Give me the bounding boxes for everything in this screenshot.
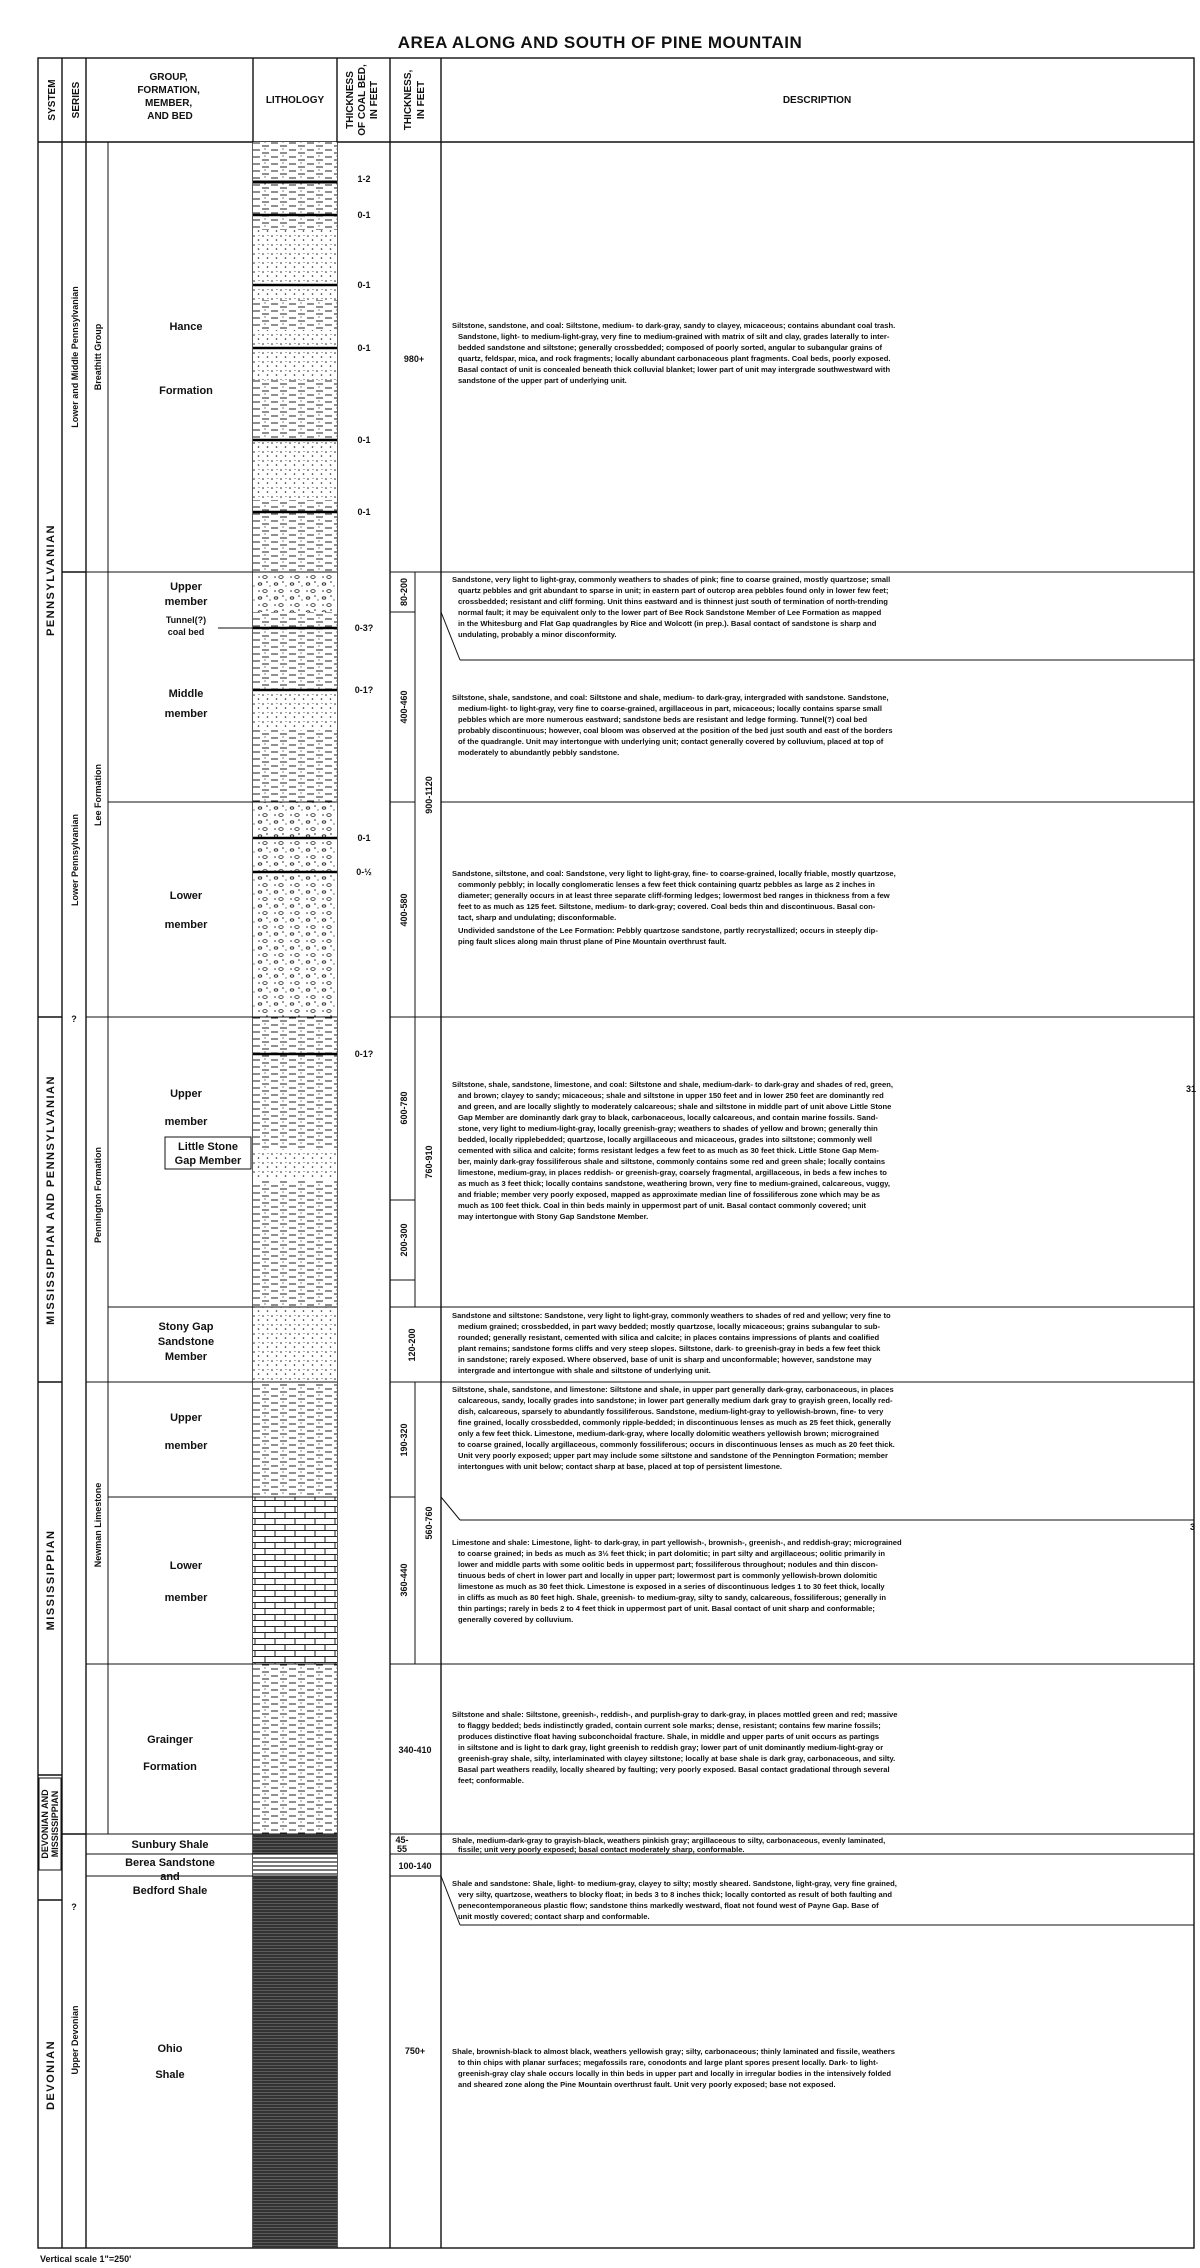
svg-text:rounded; generally resistant,: rounded; generally resistant, cemented with silica and calcite; in places contains impressions of plants and coalified: [458, 1333, 880, 1342]
svg-text:calcareous, sandy, locally gra: calcareous, sandy, locally grades into sandstone; in lower part generally medium dark gray to grayish green, locally red-: [458, 1396, 893, 1405]
svg-text:Formation: Formation: [143, 1761, 197, 1773]
svg-text:400-580: 400-580: [399, 893, 409, 927]
svg-text:Unit very poorly exposed; uppe: Unit very poorly exposed; upper part may include some siltstone and sandstone of the Pennington Formation; member: [458, 1451, 888, 1460]
header-series: SERIES: [71, 81, 82, 119]
svg-text:Berea Sandstone: Berea Sandstone: [125, 1857, 215, 1869]
header-system: SYSTEM: [47, 79, 58, 121]
svg-text:bedded, locally ripplebedded;: bedded, locally ripplebedded; quartzose, locally argillaceous and micaceous, grades into siltstone; commonly well: [458, 1135, 872, 1144]
svg-text:commonly pebbly; in locally co: commonly pebbly; in locally conglomeratic lenses a few feet thick containing quartz pebbles as large as 2 inches in: [458, 880, 875, 889]
unit-tunnel-coal: [166, 615, 253, 637]
thickness-values: [390, 354, 441, 2056]
svg-text:probably discontinuous; howeve: probably discontinuous; however, coal bloom was observed at the position of the bed just south and east of the borders: [458, 726, 893, 735]
svg-text:Siltstone, shale, sandstone, l: Siltstone, shale, sandstone, limestone, and coal: Siltstone and shale, medium-dark- to dark-gray and shades of red, green,: [452, 1080, 893, 1089]
svg-text:DEVONIAN AND: DEVONIAN AND: [40, 1789, 50, 1859]
svg-text:greenish-gray clay shale occur: greenish-gray clay shale occurs locally in thin beds in upper part and locally in irregular bodies in the intensively folded: [458, 2069, 891, 2078]
description-stony-gap: [452, 1311, 891, 1375]
svg-text:0-1?: 0-1?: [354, 1049, 374, 1059]
svg-text:much as 100 feet thick. Coal i: much as 100 feet thick. Coal in thin beds mainly in uppermost part of unit. Basal contact commonly covered; unit: [458, 1201, 867, 1210]
svg-text:fine grained, locally crossbed: fine grained, locally crossbedded, commonly ripple-bedded; in discontinuous lenses as much as 25 feet thick, generally: [458, 1418, 891, 1427]
svg-text:pebbles which are more numerou: pebbles which are more numerous eastward; sandstone beds are resistant and ledge forming. Tunnel(?) coal bed: [458, 715, 868, 724]
svg-text:Basal contact of unit is conce: Basal contact of unit is concealed beneath thick colluvial blanket; lower part of unit may intergrade southwestward with: [458, 365, 891, 374]
svg-text:and brown; clayey to sandy; mi: and brown; clayey to sandy; micaceous; shale and siltstone in upper 150 feet and in lower 250 feet are dominantly red: [458, 1091, 884, 1100]
svg-text:45-: 45-: [395, 1835, 409, 1845]
description-newman-upper: [452, 1385, 895, 1471]
svg-text:generally covered by colluvium: generally covered by colluvium.: [458, 1615, 574, 1624]
header-description: DESCRIPTION: [782, 95, 852, 106]
svg-text:Stony Gap: Stony Gap: [158, 1321, 214, 1333]
series-lower-penn: Lower Pennsylvanian: [70, 813, 80, 907]
svg-text:Sandstone: Sandstone: [157, 1336, 215, 1348]
svg-text:diameter; generally occurs in: diameter; generally occurs in at least three separate cliff-forming ledges; lowermost bed ranges in thickness from a few: [458, 891, 890, 900]
group-newman: Newman Limestone: [93, 1482, 103, 1568]
description-lee-lower: [452, 869, 896, 946]
svg-text:Gap Member are dominantly dark: Gap Member are dominantly dark gray to black, carbonaceous, locally calcareous, and contain marine fossils. Sand-: [458, 1113, 878, 1122]
svg-text:to thin chips with planar surf: to thin chips with planar surfaces; megafossils rare, conodonts and large plant spores present locally. Dark- to light-: [458, 2058, 879, 2067]
svg-text:0-1?: 0-1?: [354, 685, 374, 695]
svg-text:cemented with silica and calci: cemented with silica and calcite; forms resistant ledges a few feet to as much as 30 feet thick. Little Stone Gap Mem-: [458, 1146, 879, 1155]
svg-text:quartz, feldspar, mica, and ro: quartz, feldspar, mica, and rock fragments; locally abundant carbonaceous plant fragments. Coal beds, poorly exposed.: [458, 354, 891, 363]
svg-text:600-780: 600-780: [399, 1091, 409, 1125]
svg-text:THICKNESS: THICKNESS: [345, 71, 356, 129]
header-group: GROUP, FORMATION, MEMBER, AND BED: [137, 72, 200, 122]
svg-text:Lower: Lower: [169, 1560, 203, 1572]
svg-text:Upper: Upper: [170, 581, 202, 593]
group-pennington: Pennington Formation: [93, 1147, 103, 1243]
svg-text:dish, calcareous, sparsely to: dish, calcareous, sparsely to abundantly fossiliferous. Sandstone, medium-light-gray to yellowish-brown, fine- to very: [458, 1407, 884, 1416]
svg-text:member: member: [164, 596, 208, 608]
system-devonian-mississippian: [39, 1778, 61, 1870]
svg-text:thin partings; rarely in beds: thin partings; rarely in beds 2 to 4 feet thick in uppermost part of unit. Basal contact of unit sharp and conformable;: [458, 1604, 875, 1613]
svg-text:Tunnel(?): Tunnel(?): [165, 615, 207, 625]
margin-mark: 31: [1186, 1084, 1197, 1094]
svg-text:0-1: 0-1: [357, 280, 371, 290]
svg-text:Formation: Formation: [159, 385, 213, 397]
svg-text:penecontemporaneous plastic fl: penecontemporaneous plastic flow; sandstone thins markedly westward, float not found west of Payne Gap. Base of: [458, 1901, 879, 1910]
header-lithology: LITHOLOGY: [265, 95, 325, 106]
description-grainger: [452, 1710, 897, 1785]
margin-mark: 3: [1190, 1522, 1196, 1532]
svg-text:very silty, quartzose, weather: very silty, quartzose, weathers to blocky float; in beds 3 to 8 inches thick; locally contorted as result of both faulting and: [458, 1890, 893, 1899]
svg-text:tinuous beds of chert in lower: tinuous beds of chert in lower part and locally in upper part; lowermost part is commonly yellowish-brown dolomitic: [458, 1571, 878, 1580]
description-lee-middle: [452, 693, 893, 757]
svg-text:Gap Member: Gap Member: [174, 1155, 242, 1167]
svg-text:900-1120: 900-1120: [424, 776, 434, 814]
description-sunbury: [452, 1836, 885, 1854]
unit-grainger: [143, 1734, 197, 1773]
svg-text:lower and middle parts with so: lower and middle parts with some oolitic beds in uppermost part; fossiliferous throughout; nodules and thin discon-: [458, 1560, 878, 1569]
svg-text:Sandstone, very light to light: Sandstone, very light to light-gray, commonly weathers to shades of pink; fine to coarse grained, mostly quartzose; small: [452, 575, 891, 584]
svg-text:Grainger: Grainger: [147, 1734, 193, 1746]
svg-text:0-1: 0-1: [357, 507, 371, 517]
svg-text:Shale and sandstone: Shale, li: Shale and sandstone: Shale, light- to medium-gray, clayey to silty; mostly sheared. Sandstone, light-gray, very fine grained,: [452, 1879, 897, 1888]
svg-text:of the quadrangle. Unit may in: of the quadrangle. Unit may intertongue with underlying unit; contact generally covered by colluvium, placed at top of: [458, 737, 884, 746]
svg-text:Siltstone, sandstone, and coal: Siltstone, sandstone, and coal: Siltstone, medium- to dark-gray, sandy to clayey, micaceous; contains abundant coal trash.: [452, 321, 896, 330]
description-ohio: [452, 2047, 895, 2089]
svg-text:560-760: 560-760: [424, 1506, 434, 1540]
svg-text:normal fault; it may be equiva: normal fault; it may be equivalent only to the lower part of Bee Rock Sandstone Member of Lee Formation as mapped: [458, 608, 882, 617]
series-upper-devonian: Upper Devonian: [70, 2005, 80, 2075]
system-pennsylvanian: PENNSYLVANIAN: [45, 524, 57, 636]
lithology-column: [253, 142, 337, 2248]
system-devonian: DEVONIAN: [45, 2039, 57, 2111]
svg-text:quartz pebbles and grit abunda: quartz pebbles and grit abundant to sparse in unit; in eastern part of outcrop area pebbles found only in lower few feet;: [458, 586, 889, 595]
svg-text:limestone, medium-gray, in pla: limestone, medium-gray, in places reddish- or greenish-gray, coarsely fragmental, argillaceous, in beds a few inches to: [458, 1168, 887, 1177]
svg-text:Limestone and shale: Limestone: Limestone and shale: Limestone, light- to dark-gray, in part yellowish-, brownish-, greenish-, and reddish-gray; micrograined: [452, 1538, 902, 1547]
svg-text:190-320: 190-320: [399, 1423, 409, 1457]
svg-text:Upper: Upper: [170, 1412, 202, 1424]
coal-thickness-values: [355, 174, 374, 1059]
unit-sunbury: Sunbury Shale: [131, 1839, 209, 1851]
unit-berea-bedford: [125, 1857, 215, 1897]
svg-text:0-½: 0-½: [356, 867, 372, 877]
unit-newman-lower: [165, 1560, 209, 1604]
svg-text:moderately to abundantly pebbl: moderately to abundantly pebbly sandstone.: [458, 748, 620, 757]
svg-text:340-410: 340-410: [398, 1745, 432, 1755]
svg-text:1-2: 1-2: [357, 174, 371, 184]
svg-text:0-3?: 0-3?: [354, 623, 374, 633]
svg-text:Siltstone, shale, sandstone, a: Siltstone, shale, sandstone, and limestone: Siltstone and shale, in upper part generally dark-gray, carbonaceous, in places: [452, 1385, 894, 1394]
svg-text:Middle: Middle: [168, 688, 204, 700]
svg-text:760-910: 760-910: [424, 1145, 434, 1179]
svg-text:unit mostly covered; contact s: unit mostly covered; contact sharp and conformable.: [458, 1912, 650, 1921]
series-lower-middle-penn: Lower and Middle Pennsylvanian: [70, 286, 80, 428]
unit-little-stone-gap: [165, 1137, 251, 1169]
svg-text:medium-light- to light-gray, v: medium-light- to light-gray, very fine to coarse-grained, argillaceous in part, micaceous; locally contains sparse small: [458, 704, 882, 713]
svg-text:Bedford Shale: Bedford Shale: [132, 1885, 208, 1897]
svg-text:in cliffs as much as 80 feet h: in cliffs as much as 80 feet high. Shale, greenish- to medium-gray, silty to sandy, calcareous, fossiliferous; generally in: [458, 1593, 887, 1602]
svg-text:medium grained; crossbedded, i: medium grained; crossbedded, in part wavy bedded; mostly quartzose, locally micaceous; grains subangular to sub-: [458, 1322, 880, 1331]
svg-text:in sandstone; rarely exposed.: in sandstone; rarely exposed. Where observed, base of unit is sharp and unconformable; however, sandstone may: [458, 1355, 872, 1364]
svg-text:and green, and are locally sli: and green, and are locally slightly to moderately calcareous; shale and siltstone in middle part of unit above Little Stone: [458, 1102, 892, 1111]
svg-text:and sheared zone along the Pin: and sheared zone along the Pine Mountain overthrust fault. Unit very poorly exposed; base not exposed.: [458, 2080, 836, 2089]
group-breathitt: Breathitt Group: [93, 323, 103, 391]
svg-text:OF COAL BED,: OF COAL BED,: [357, 64, 368, 136]
svg-text:80-200: 80-200: [399, 577, 409, 607]
unit-ohio: [155, 2043, 184, 2081]
svg-text:Siltstone and shale: Siltstone: Siltstone and shale: Siltstone, greenish-, reddish-, and purplish-gray to dark-gray, in places mottled green and red; massive: [452, 1710, 898, 1719]
svg-text:to flaggy bedded; beds indisti: to flaggy bedded; beds indistinctly graded, contain current sole marks; dense, resistant; contains few marine fossils;: [458, 1721, 881, 1730]
svg-text:stone, very light to medium-li: stone, very light to medium-light-gray, locally greenish-gray; weathers to shades of yellow and brown; generally thin: [458, 1124, 878, 1133]
unit-pennington-upper: [165, 1088, 209, 1128]
svg-text:0-1: 0-1: [357, 343, 371, 353]
svg-text:Ohio: Ohio: [157, 2043, 183, 2055]
unit-hance: [159, 321, 213, 397]
series-contact-mark: ?: [71, 1902, 77, 1912]
description-lee-upper: [452, 575, 890, 639]
svg-text:limestone as much as 30 feet t: limestone as much as 30 feet thick. Limestone is exposed in a series of discontinuous ledges 1 to 30 feet thick, locally: [458, 1582, 885, 1591]
svg-text:200-300: 200-300: [399, 1223, 409, 1257]
svg-text:0-1: 0-1: [357, 435, 371, 445]
svg-text:980+: 980+: [403, 354, 425, 364]
description-newman-lower: [452, 1538, 902, 1624]
svg-text:produces distinctive float hav: produces distinctive float having subconchoidal fracture. Shale, in middle and upper parts of unit occurs as partings: [458, 1732, 880, 1741]
svg-text:Shale, brownish-black to almos: Shale, brownish-black to almost black, weathers yellowish gray; silty, carbonaceous; thinly laminated and fissile, weathers: [452, 2047, 895, 2056]
vertical-scale-note: Vertical scale 1"=250': [40, 2254, 132, 2264]
svg-text:coal bed: coal bed: [167, 627, 205, 637]
series-contact-mark: ?: [71, 1014, 77, 1024]
svg-text:and friable; member very poorl: and friable; member very poorly exposed, mapped as approximate median line of fossiliferous zone which may be as: [458, 1190, 880, 1199]
svg-text:Undivided sandstone of the Lee: Undivided sandstone of the Lee Formation: Pebbly quartzose sandstone, partly recrystallized; occurs in steeply dip-: [458, 926, 878, 935]
description-hance: [452, 321, 895, 385]
svg-text:member: member: [164, 1592, 208, 1604]
svg-text:member: member: [164, 919, 208, 931]
unit-lee-lower: [165, 890, 209, 931]
svg-text:member: member: [164, 708, 208, 720]
unit-newman-upper: [165, 1412, 209, 1452]
svg-text:in siltstone and is light to d: in siltstone and is light to dark gray, light greenish to reddish gray; lower part of unit dominantly medium-light-gray or: [458, 1743, 884, 1752]
svg-text:ping fault slices along main t: ping fault slices along main thrust plane of Pine Mountain overthrust fault.: [458, 937, 727, 946]
svg-text:400-460: 400-460: [399, 690, 409, 724]
svg-text:greenish-gray shale, silty, in: greenish-gray shale, silty, interlaminated with clayey siltstone; locally at base shale is dark gray, carbonaceous, and silty.: [458, 1754, 896, 1763]
svg-text:750+: 750+: [404, 2046, 426, 2056]
group-lee: Lee Formation: [93, 763, 103, 827]
svg-text:fissile; unit very poorly expo: fissile; unit very poorly exposed; basal contact moderately sharp, conformable.: [458, 1845, 745, 1854]
chart-title: AREA ALONG AND SOUTH OF PINE MOUNTAIN: [397, 33, 803, 52]
svg-text:intertongues with unit below;: intertongues with unit below; contact sharp at base, placed at top of persistent limestone.: [458, 1462, 783, 1471]
svg-text:55: 55: [396, 1844, 408, 1854]
system-miss-penn: MISSISSIPPIAN AND PENNSYLVANIAN: [45, 1075, 57, 1325]
svg-text:crossbedded; resistant and cli: crossbedded; resistant and cliff forming. Unit thins eastward and is thinnest just south of termination of north-trending: [458, 597, 888, 606]
svg-text:0-1: 0-1: [357, 210, 371, 220]
system-mississippian: MISSISSIPPIAN: [45, 1529, 57, 1631]
svg-text:plant remains; sandstone forms: plant remains; sandstone forms cliffs and very steep slopes. Siltstone, dark- to greenish-gray in beds a few feet thick: [458, 1344, 881, 1353]
svg-text:tact, sharp and undulating; di: tact, sharp and undulating; disconformable.: [458, 913, 617, 922]
header-coal-thickness: [345, 64, 380, 136]
svg-text:to coarse grained, locally arg: to coarse grained, locally argillaceous, commonly fossiliferous; occurs in discontinuous lenses as much as 20 feet thick.: [458, 1440, 895, 1449]
svg-text:Little Stone: Little Stone: [178, 1141, 238, 1153]
svg-text:Sandstone and siltstone: Sands: Sandstone and siltstone: Sandstone, very light to light-gray, commonly weathers to shades of red and yellow; very fine to: [452, 1311, 891, 1320]
unit-lee-middle: [165, 688, 209, 720]
svg-text:Shale: Shale: [155, 2069, 185, 2081]
svg-text:ber, mainly dark-gray fossilif: ber, mainly dark-gray fossiliferous shale and siltstone, commonly contains some red and green shale; locally contains: [458, 1157, 886, 1166]
svg-text:360-440: 360-440: [399, 1563, 409, 1597]
svg-text:feet; conformable.: feet; conformable.: [458, 1776, 524, 1785]
svg-text:100-140: 100-140: [398, 1861, 432, 1871]
description-berea: [452, 1879, 897, 1921]
svg-text:may intertongue with Stony Gap: may intertongue with Stony Gap Sandstone Member.: [458, 1212, 649, 1221]
svg-text:to coarse grained; in beds as: to coarse grained; in beds as much as 3½ feet thick; in part dolomitic; in part silty and argillaceous; oolitic primarily in: [458, 1549, 886, 1558]
svg-text:in the Whitesburg and Flat Gap: in the Whitesburg and Flat Gap quadrangles by Rice and Wolcott (in prep.). Basal contact of sandstone is sharp and: [458, 619, 877, 628]
svg-text:sandstone of the upper part of: sandstone of the upper part of underlying unit.: [458, 376, 627, 385]
svg-text:as much as 3 feet thick; local: as much as 3 feet thick; locally contains sandstone, weathering brown, very fine to medium-grained, calcareous, vuggy,: [458, 1179, 890, 1188]
description-pennington: [452, 1080, 893, 1221]
header-thickness: [403, 69, 427, 130]
svg-text:MISSISSIPPIAN: MISSISSIPPIAN: [50, 1790, 60, 1858]
svg-text:bedded sandstone and siltstone: bedded sandstone and siltstone; generally crossbedded; composed of poorly sorted, angular to subangular grains of: [458, 343, 883, 352]
svg-text:Shale, medium-dark-gray to gra: Shale, medium-dark-gray to grayish-black, weathers pinkish gray; argillaceous to silty, carbonaceous, evenly laminated,: [452, 1836, 886, 1845]
svg-text:Sandstone, light- to medium-li: Sandstone, light- to medium-light-gray, very fine to medium-grained with matrix of silt and clay, grades laterally to inter-: [458, 332, 890, 341]
svg-text:Hance: Hance: [169, 321, 203, 333]
svg-text:0-1: 0-1: [357, 833, 371, 843]
svg-text:Lower: Lower: [169, 890, 203, 902]
svg-text:120-200: 120-200: [407, 1328, 417, 1362]
svg-text:Siltstone, shale, sandstone, a: Siltstone, shale, sandstone, and coal: Siltstone and shale, medium- to dark-gray, intergraded with sandstone. Sandstone,: [452, 693, 889, 702]
svg-text:member: member: [164, 1440, 208, 1452]
svg-text:IN FEET: IN FEET: [369, 80, 380, 120]
svg-text:THICKNESS,: THICKNESS,: [403, 69, 414, 131]
svg-text:intergrade and intertongue wit: intergrade and intertongue with shale and siltstone of underlying unit.: [458, 1366, 711, 1375]
unit-lee-upper: [165, 581, 209, 608]
svg-text:IN FEET: IN FEET: [416, 80, 427, 120]
svg-text:feet to as much as 125 feet. S: feet to as much as 125 feet. Siltstone, medium- to dark-gray; covered. Coal beds thin and discontinuous. Basal con-: [458, 902, 876, 911]
svg-text:Upper: Upper: [170, 1088, 202, 1100]
svg-text:Basal part weathers readily, l: Basal part weathers readily, locally sheared by faulting; very poorly exposed. Basal contact gradational through several: [458, 1765, 890, 1774]
svg-text:member: member: [164, 1116, 208, 1128]
svg-text:Sandstone, siltstone, and coal: Sandstone, siltstone, and coal: Sandstone, very light to light-gray, fine- to coarse-grained, locally friable, mostly quartzose,: [452, 869, 896, 878]
svg-text:and: and: [160, 1871, 180, 1883]
svg-text:undulating, probably a minor d: undulating, probably a minor disconformity.: [458, 630, 617, 639]
svg-text:Member: Member: [164, 1351, 208, 1363]
svg-text:only a few feet thick. Limesto: only a few feet thick. Limestone, medium-dark-gray, where locally dolomitic weathers yellowish brown; micrograined: [458, 1429, 879, 1438]
unit-stony-gap: [158, 1321, 214, 1363]
